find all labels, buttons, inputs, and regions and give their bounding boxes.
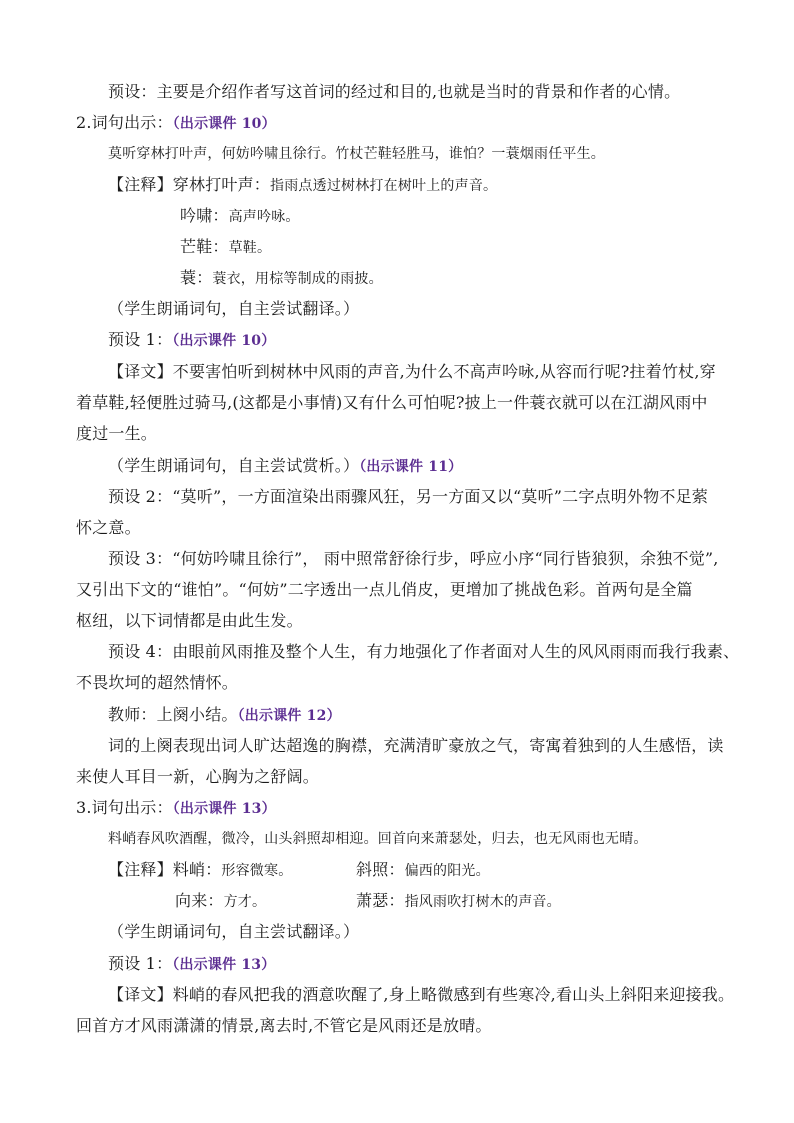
- annotation-line: [180, 267, 383, 290]
- courseware-ref: （出示课件 13）: [172, 801, 276, 817]
- text-run: （学生朗诵词句，自主尝试翻译。）: [108, 922, 360, 941]
- preset-paragraph: [108, 486, 708, 508]
- text-run: 预设 4：由眼前风雨推及整个人生，有力地强化了作者面对人生的风风雨雨而我行我素、: [108, 642, 740, 661]
- heading-text: 3.词句出示：: [76, 798, 173, 817]
- annotation-line: [108, 174, 497, 197]
- annotation-definition: 高声吟咏。: [228, 209, 300, 225]
- poem-text: 料峭春风吹酒醒，微冷，山头斜照却相迎。回首向来萧瑟处，归去，也无风雨也无晴。: [108, 831, 648, 847]
- text-run: 预设 3：“何妨吟啸且徐行”， 雨中照常舒徐行步，呼应小序“同行皆狼狈，余独不觉”,: [108, 549, 719, 568]
- annotation-term: 【注释】穿林打叶声：: [108, 175, 271, 194]
- annotation-definition: 指雨点透过树林打在树叶上的声音。: [270, 178, 498, 194]
- courseware-ref: （出示课件 12）: [237, 708, 341, 724]
- courseware-ref: （出示课件 10）: [172, 333, 276, 349]
- poem-lines-upper: [108, 143, 605, 165]
- section-heading-2: [76, 112, 276, 135]
- annotation-definition: 形容微寒。: [221, 863, 293, 879]
- preset-label: [108, 329, 275, 352]
- text-run: 又引出下文的“谁怕”。“何妨”二字透出一点儿俏皮，更增加了挑战色彩。首两句是全篇: [76, 580, 693, 599]
- text-run: 预设 1：: [108, 330, 173, 349]
- text-run: （学生朗诵词句，自主尝试翻译。）: [108, 299, 360, 318]
- annotation-term: 向来：: [175, 891, 224, 910]
- annotation-secondary: [356, 890, 561, 913]
- text-run: 来使人耳目一新，心胸为之舒阔。: [76, 767, 320, 786]
- annotation-definition: 偏西的阳光。: [404, 863, 490, 879]
- annotation-definition: 蓑衣，用棕等制成的雨披。: [212, 271, 383, 287]
- preset-intro-paragraph: [108, 81, 680, 103]
- annotation-secondary: [356, 859, 490, 882]
- annotation-line: [108, 859, 490, 882]
- text-run: 度过一生。: [76, 424, 158, 443]
- translation-paragraph: [108, 984, 734, 1006]
- preset-paragraph: [76, 672, 238, 694]
- courseware-ref: （出示课件 11）: [359, 459, 463, 475]
- teacher-summary: [108, 704, 341, 727]
- text-run: （学生朗诵词句，自主尝试赏析。）: [108, 456, 360, 475]
- translation-paragraph: [108, 361, 716, 383]
- preset-paragraph: [76, 579, 693, 601]
- preset-label: [108, 953, 275, 976]
- preset-paragraph: [108, 641, 739, 663]
- annotation-line: [180, 205, 300, 228]
- section-heading-3: [76, 797, 276, 820]
- poem-text: 莫听穿林打叶声，何妨吟啸且徐行。竹杖芒鞋轻胜马，谁怕？一蓑烟雨任平生。: [108, 146, 605, 162]
- annotation-term: 吟啸：: [180, 206, 229, 225]
- summary-paragraph: [76, 766, 319, 788]
- heading-text: 2.词句出示：: [76, 113, 173, 132]
- text-run: 词的上阕表现出词人旷达超逸的胸襟，充满清旷豪放之气，寄寓着独到的人生感悟，读: [108, 736, 724, 755]
- translation-paragraph: [76, 423, 157, 445]
- preset-paragraph: [108, 548, 719, 570]
- text-run: 回首方才风雨潇潇的情景,离去时,不管它是风雨还是放晴。: [76, 1016, 492, 1035]
- annotation-line: [180, 236, 271, 259]
- annotation-definition: 方才。: [223, 894, 267, 910]
- text-run: 不畏坎坷的超然情怀。: [76, 673, 239, 692]
- annotation-term: 萧瑟：: [356, 891, 405, 910]
- text-run: 预设 1：: [108, 954, 173, 973]
- poem-lines-lower: [108, 828, 648, 850]
- preset-paragraph: [76, 517, 141, 539]
- text-run: 教师：上阕小结。: [108, 705, 238, 724]
- annotation-definition: 草鞋。: [228, 240, 272, 256]
- summary-paragraph: [108, 735, 724, 757]
- annotation-term: 【注释】料峭：: [108, 860, 222, 879]
- translation-paragraph: [76, 1015, 492, 1037]
- annotation-term: 芒鞋：: [180, 237, 229, 256]
- preset-paragraph: [76, 610, 303, 632]
- courseware-ref: （出示课件 13）: [172, 957, 276, 973]
- text-run: 【译文】不要害怕听到树林中风雨的声音,为什么不高声吟咏,从容而行呢?拄着竹杖,穿: [108, 362, 716, 381]
- student-activity: [108, 921, 359, 943]
- courseware-ref: （出示课件 10）: [172, 116, 276, 132]
- translation-paragraph: [76, 392, 708, 414]
- text-run: 预设 2：“莫听”，一方面渲染出雨骤风狂，另一方面又以“莫听”二字点明外物不足萦: [108, 487, 708, 506]
- annotation-term: 斜照：: [356, 860, 405, 879]
- text-run: 【译文】料峭的春风把我的酒意吹醒了,身上略微感到有些寒冷,看山头上斜阳来迎接我。: [108, 985, 735, 1004]
- text-run: 枢纽，以下词情都是由此生发。: [76, 611, 303, 630]
- annotation-line: [175, 890, 561, 913]
- student-activity: [108, 455, 462, 478]
- text-run: 预设：主要是介绍作者写这首词的经过和目的,也就是当时的背景和作者的心情。: [108, 82, 681, 101]
- annotation-definition: 指风雨吹打树木的声音。: [404, 894, 561, 910]
- student-activity: [108, 298, 359, 320]
- text-run: 怀之意。: [76, 518, 141, 537]
- text-run: 着草鞋,轻便胜过骑马,(这都是小事情)又有什么可怕呢?披上一件蓑衣就可以在江湖风雨中: [76, 393, 708, 412]
- annotation-term: 蓑：: [180, 268, 213, 287]
